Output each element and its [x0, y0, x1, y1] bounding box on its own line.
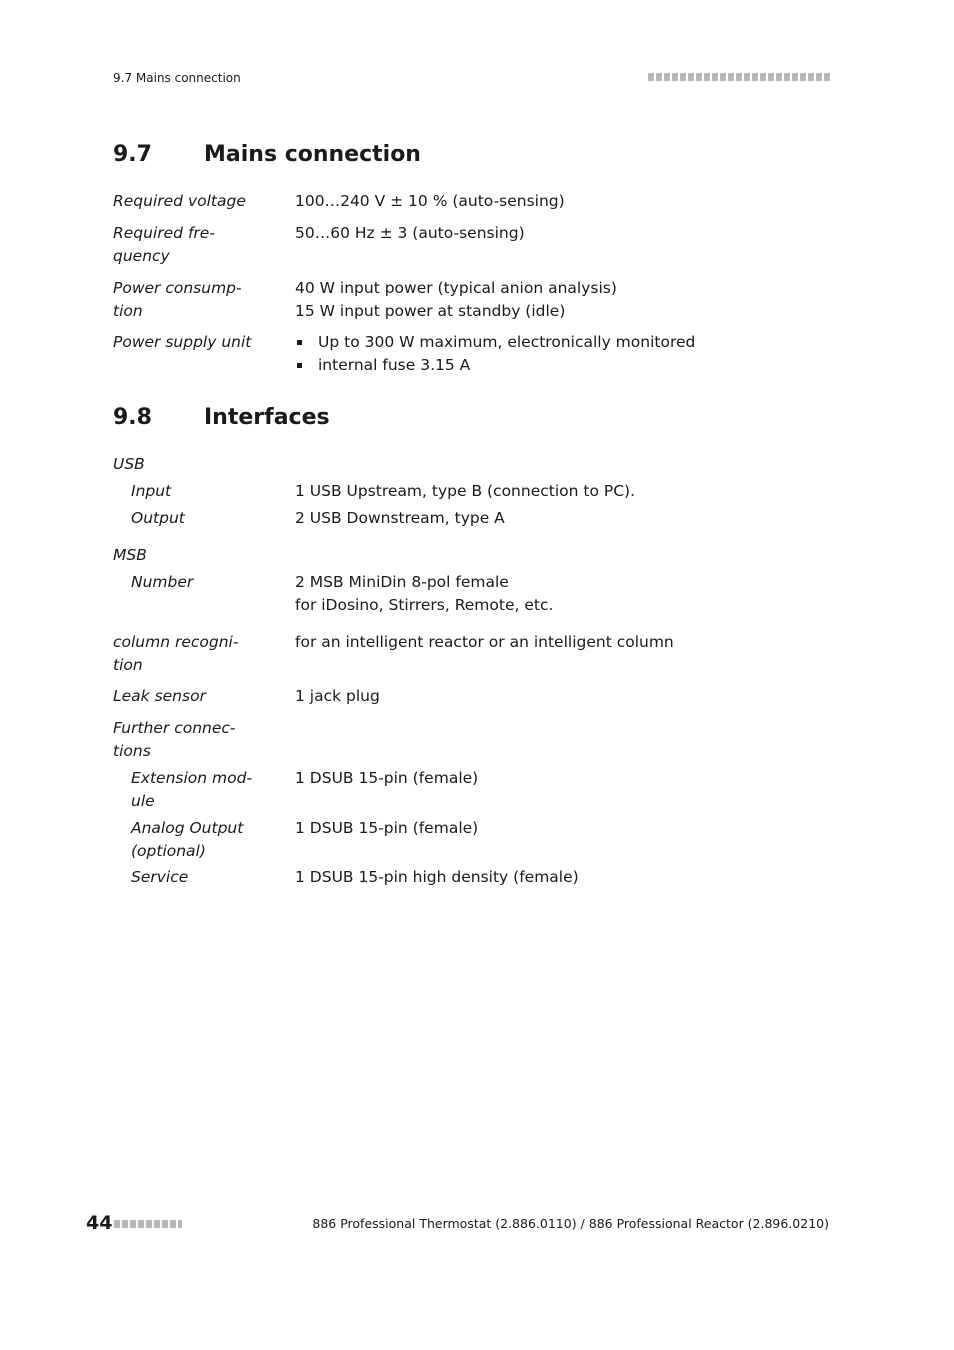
list-item-text: internal fuse 3.15 A — [318, 355, 471, 374]
group-label-msb: MSB — [113, 546, 147, 564]
footer-decoration-dots — [114, 1220, 182, 1228]
spec-label: Required voltage — [113, 192, 246, 210]
page-number: 44 — [86, 1212, 113, 1234]
spec-value: 1 USB Upstream, type B (connection to PC). — [295, 482, 636, 500]
spec-label — [131, 767, 261, 812]
spec-label-line: tions — [113, 741, 151, 760]
spec-value: for an intelligent reactor or an intelligent column — [295, 633, 674, 651]
spec-label-line: quency — [113, 246, 170, 265]
spec-label: Leak sensor — [113, 687, 206, 705]
group-label-further — [113, 717, 273, 762]
spec-value-line: 15 W input power at standby (idle) — [295, 301, 566, 320]
spec-value: 100…240 V ± 10 % (auto-sensing) — [295, 192, 565, 210]
spec-label-line: tion — [113, 301, 143, 320]
spec-label-line: tion — [113, 655, 143, 674]
spec-label: Output — [131, 509, 185, 527]
spec-value: 1 DSUB 15-pin high density (female) — [295, 868, 579, 886]
list-item — [295, 331, 835, 354]
spec-label — [113, 631, 273, 676]
spec-label-line: ule — [131, 791, 155, 810]
spec-label: Input — [131, 482, 172, 500]
spec-label — [113, 277, 273, 322]
spec-value: 1 DSUB 15-pin (female) — [295, 769, 479, 787]
header-decoration-dots — [648, 73, 830, 81]
bullet-list — [295, 331, 835, 376]
bullet-square-icon — [297, 363, 302, 368]
section-number: 9.7 — [113, 142, 152, 167]
section-title: Mains connection — [204, 142, 421, 167]
section-title: Interfaces — [204, 405, 330, 430]
spec-value: 2 USB Downstream, type A — [295, 509, 505, 527]
spec-label: Power supply unit — [113, 333, 252, 351]
section-heading-mains — [113, 142, 421, 167]
list-item — [295, 354, 835, 377]
bullet-square-icon — [297, 340, 302, 345]
spec-value-line: 40 W input power (typical anion analysis) — [295, 279, 617, 297]
spec-value-line: 2 MSB MiniDin 8-pol female — [295, 573, 509, 591]
spec-label-line: Power consump- — [113, 279, 242, 297]
spec-label-line: Extension mod- — [131, 769, 253, 787]
spec-label-line: Further connec- — [113, 719, 236, 737]
spec-label-line: Required fre- — [113, 224, 215, 242]
footer-product-title: 886 Professional Thermostat (2.886.0110) / 886 Professional Reactor (2.896.0210) — [312, 1216, 829, 1231]
running-head: 9.7 Mains connection — [113, 71, 241, 85]
group-label-usb: USB — [113, 455, 145, 473]
spec-label: Number — [131, 573, 194, 591]
spec-label — [113, 222, 273, 267]
spec-value — [295, 277, 835, 322]
section-heading-interfaces — [113, 405, 330, 430]
list-item-text: Up to 300 W maximum, electronically monitored — [318, 333, 696, 351]
spec-value-line: for iDosino, Stirrers, Remote, etc. — [295, 595, 554, 614]
spec-label-line: column recogni- — [113, 633, 239, 651]
spec-label-line: Analog Output — [131, 819, 244, 837]
spec-label: Service — [131, 868, 189, 886]
spec-label — [131, 817, 261, 862]
spec-value: 1 jack plug — [295, 687, 380, 705]
spec-value: 1 DSUB 15-pin (female) — [295, 819, 479, 837]
spec-label-line: (optional) — [131, 841, 206, 860]
spec-value: 50…60 Hz ± 3 (auto-sensing) — [295, 224, 525, 242]
spec-value — [295, 571, 835, 616]
section-number: 9.8 — [113, 405, 152, 430]
